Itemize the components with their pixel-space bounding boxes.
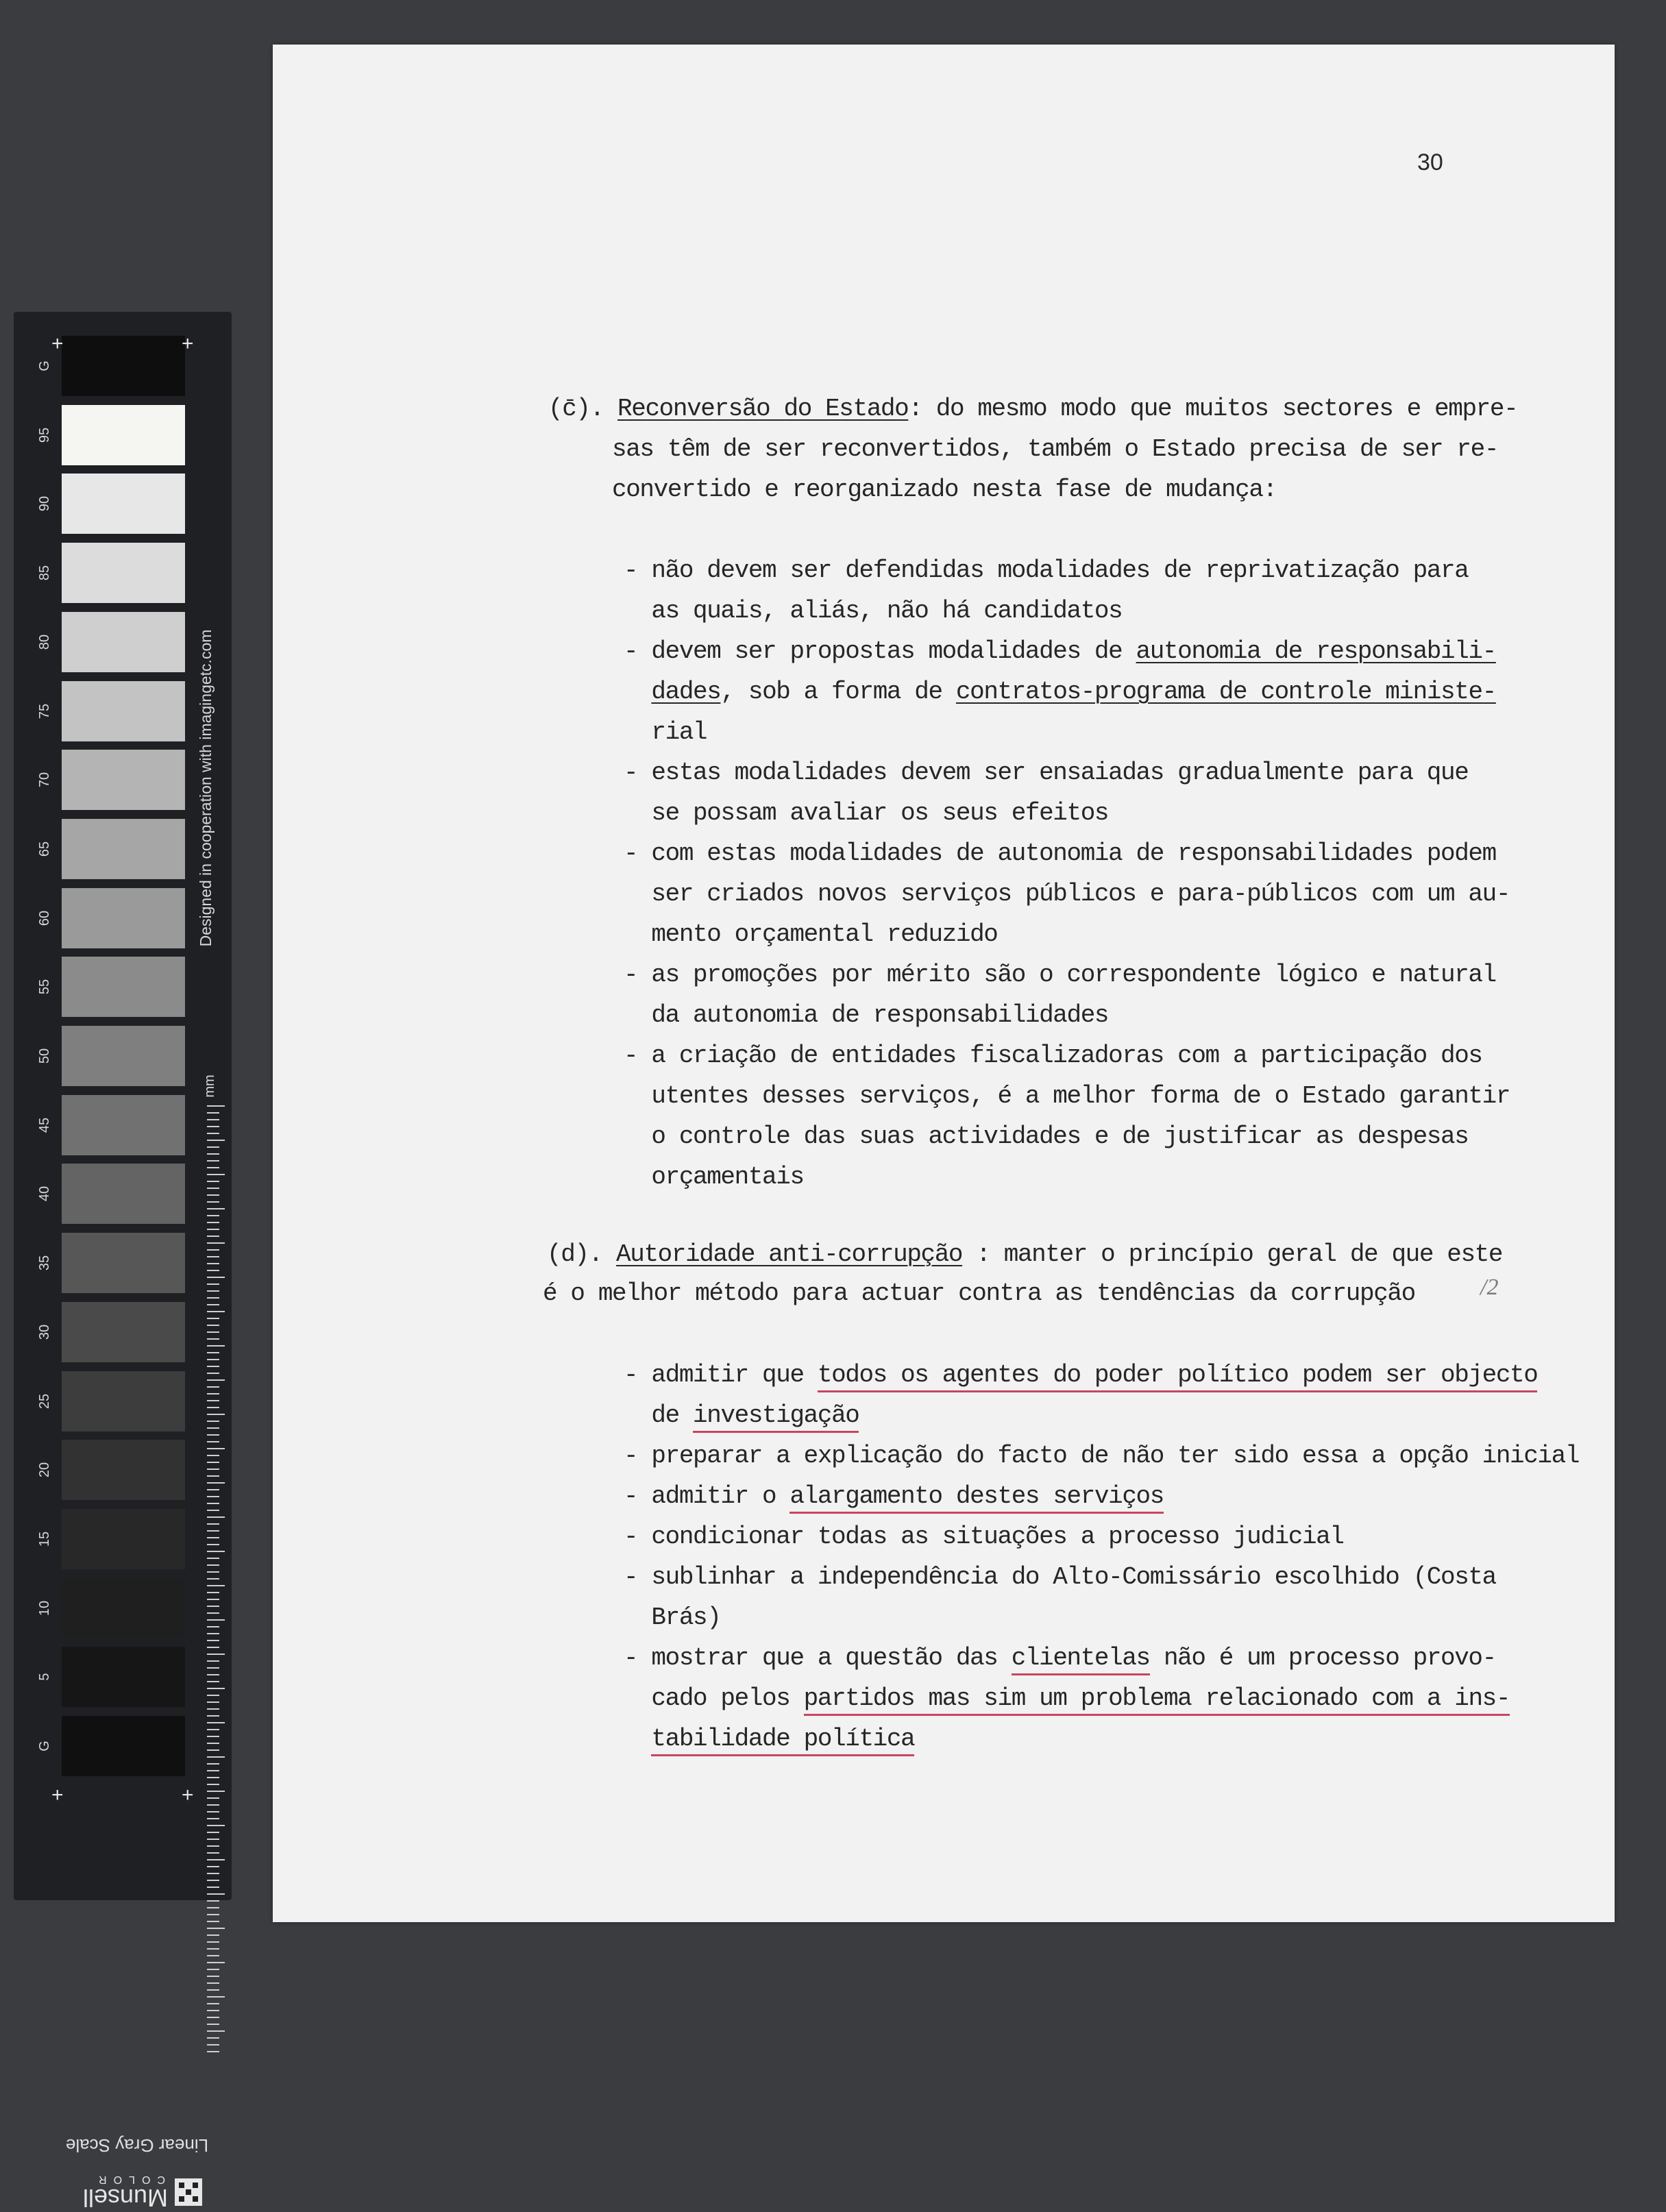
scale-number: 5 [37, 1673, 52, 1681]
brand-name: Munsell [82, 2184, 168, 2212]
list-item-text: - admitir que [624, 1361, 818, 1389]
list-item-continued [624, 1684, 1510, 1713]
mm-ruler [207, 1105, 225, 2054]
list-item-continued [624, 1725, 914, 1754]
red-underlined-phrase: clientelas [1012, 1644, 1150, 1675]
scale-number: 25 [37, 1393, 52, 1409]
section-d-intro-1: : manter o princípio geral de que este [962, 1240, 1503, 1268]
scale-number: 90 [37, 496, 52, 512]
red-underlined-phrase: tabilidade política [651, 1725, 914, 1756]
scale-number: 10 [37, 1600, 52, 1616]
gray-patch [62, 1026, 185, 1086]
plus-mark: + [51, 332, 64, 355]
list-item-continued: orçamentais [624, 1163, 804, 1191]
list-item-text: - admitir o [624, 1482, 790, 1510]
scale-number: 40 [37, 1186, 52, 1202]
scale-number: 75 [37, 703, 52, 719]
list-item: - as promoções por mérito são o correspondente lógico e natural [624, 961, 1496, 989]
list-item [624, 1482, 1164, 1511]
gray-patch [62, 1371, 185, 1431]
list-item: - estas modalidades devem ser ensaiadas gradualmente para que [624, 759, 1469, 787]
section-c-intro-3: convertido e reorganizado nesta fase de mudança: [612, 476, 1277, 504]
red-underlined-phrase: investigação [693, 1401, 859, 1433]
section-c-intro-1: : do mesmo modo que muitos sectores e empre- [908, 395, 1518, 423]
list-item-text: - devem ser propostas modalidades de [624, 637, 1136, 665]
page-number: 30 [1417, 149, 1443, 175]
mm-label: mm [202, 1074, 217, 1098]
list-item: - com estas modalidades de autonomia de responsabilidades podem [624, 839, 1496, 868]
munsell-logo [79, 2170, 202, 2211]
margin-note: /2 [1480, 1275, 1499, 1300]
brand-sub: COLOR [92, 2174, 165, 2185]
scale-number: 95 [37, 427, 52, 443]
list-item [624, 637, 1496, 666]
plus-mark: + [182, 332, 194, 355]
section-c-intro-2: sas têm de ser reconvertidos, também o Estado precisa de ser re- [612, 435, 1499, 463]
designed-credit: Designed in cooperation with imagingetc.com [197, 629, 215, 947]
section-c-title: Reconversão do Estado [617, 395, 909, 423]
section-c-heading-line [548, 395, 1517, 423]
list-item: - condicionar todas as situações a processo judicial [624, 1523, 1344, 1551]
gray-patch [62, 1578, 185, 1638]
gray-patch [62, 1716, 185, 1776]
list-item-continued: mento orçamental reduzido [624, 920, 998, 948]
section-c-label: (c̄). [548, 395, 604, 423]
list-item-text: de [624, 1401, 694, 1429]
gray-patch [62, 336, 185, 396]
gray-patch [62, 957, 185, 1017]
list-item-continued: utentes desses serviços, é a melhor forma de o Estado garantir [624, 1082, 1510, 1110]
gray-scale-card [14, 312, 232, 2212]
gray-patch [62, 681, 185, 741]
scale-number: 85 [37, 565, 52, 581]
underlined-phrase: dades [651, 678, 721, 706]
scale-number: 30 [37, 1324, 52, 1340]
scale-number: 65 [37, 841, 52, 857]
list-item-text: cado pelos [624, 1684, 804, 1712]
list-item-continued [624, 678, 1496, 706]
scale-number: G [37, 360, 52, 371]
gray-patch [62, 1164, 185, 1224]
gray-patch [62, 1509, 185, 1569]
plus-mark: + [182, 1784, 194, 1806]
underlined-phrase: autonomia de responsabili- [1136, 637, 1496, 665]
scale-number: 45 [37, 1117, 52, 1133]
gray-patch [62, 750, 185, 810]
gray-patch [62, 1095, 185, 1155]
scale-number: 50 [37, 1048, 52, 1064]
section-d-heading-line [547, 1240, 1502, 1269]
list-item-continued: da autonomia de responsabilidades [624, 1001, 1109, 1029]
gray-patch [62, 543, 185, 603]
list-item-text [624, 1725, 651, 1753]
section-d-intro-2: é o melhor método para actuar contra as tendências da corrupção [543, 1279, 1415, 1307]
red-underlined-phrase: ins- [1454, 1684, 1510, 1716]
gray-patch [62, 405, 185, 465]
scale-title: Linear Gray Scale [65, 2135, 209, 2156]
list-item-continued: Brás) [624, 1603, 721, 1632]
list-item-continued: rial [624, 718, 707, 746]
list-item-continued: ser criados novos serviços públicos e para-públicos com um au- [624, 880, 1510, 908]
munsell-logo-icon [175, 2178, 202, 2206]
list-item [624, 1644, 1496, 1673]
gray-patch [62, 612, 185, 672]
list-item-continued [624, 1401, 859, 1430]
gray-patch [62, 1647, 185, 1707]
list-item: - não devem ser defendidas modalidades de reprivatização para [624, 556, 1469, 585]
list-item-continued: as quais, aliás, não há candidatos [624, 597, 1123, 625]
scale-number: 60 [37, 910, 52, 926]
section-d-title: Autoridade anti-corrupção [616, 1240, 963, 1268]
list-item-continued: se possam avaliar os seus efeitos [624, 799, 1109, 827]
gray-patch [62, 474, 185, 534]
list-item: - preparar a explicação do facto de não ter sido essa a opção inicial [624, 1442, 1580, 1470]
scale-number: 55 [37, 979, 52, 995]
gray-patch [62, 1233, 185, 1293]
scale-number: 80 [37, 634, 52, 650]
scale-number: 20 [37, 1462, 52, 1478]
scale-number: 70 [37, 772, 52, 788]
red-underlined-phrase: alargamento destes serviços [789, 1482, 1164, 1514]
red-underlined-phrase: todos os agentes do poder político podem ser objecto [818, 1361, 1538, 1392]
list-item-text: , sob a forma de [720, 678, 956, 706]
plus-mark: + [51, 1784, 64, 1806]
list-item [624, 1361, 1537, 1390]
gray-patch [62, 888, 185, 948]
gray-patch [62, 1302, 185, 1362]
section-d-label: (d). [547, 1240, 602, 1268]
gray-patch [62, 819, 185, 879]
list-item: - sublinhar a independência do Alto-Comissário escolhido (Costa [624, 1563, 1496, 1591]
scale-number: 35 [37, 1255, 52, 1271]
red-underlined-phrase: partidos mas sim um problema relacionado com a [804, 1684, 1455, 1716]
underlined-phrase: contratos-programa de controle ministe- [955, 678, 1496, 706]
list-item: - a criação de entidades fiscalizadoras com a participação dos [624, 1042, 1482, 1070]
scale-number: 15 [37, 1531, 52, 1547]
list-item-text: não é um processo provo- [1149, 1644, 1496, 1672]
scale-number: G [37, 1741, 52, 1752]
gray-patch [62, 1440, 185, 1500]
list-item-continued: o controle das suas actividades e de justificar as despesas [624, 1122, 1469, 1151]
list-item-text: - mostrar que a questão das [624, 1644, 1012, 1672]
